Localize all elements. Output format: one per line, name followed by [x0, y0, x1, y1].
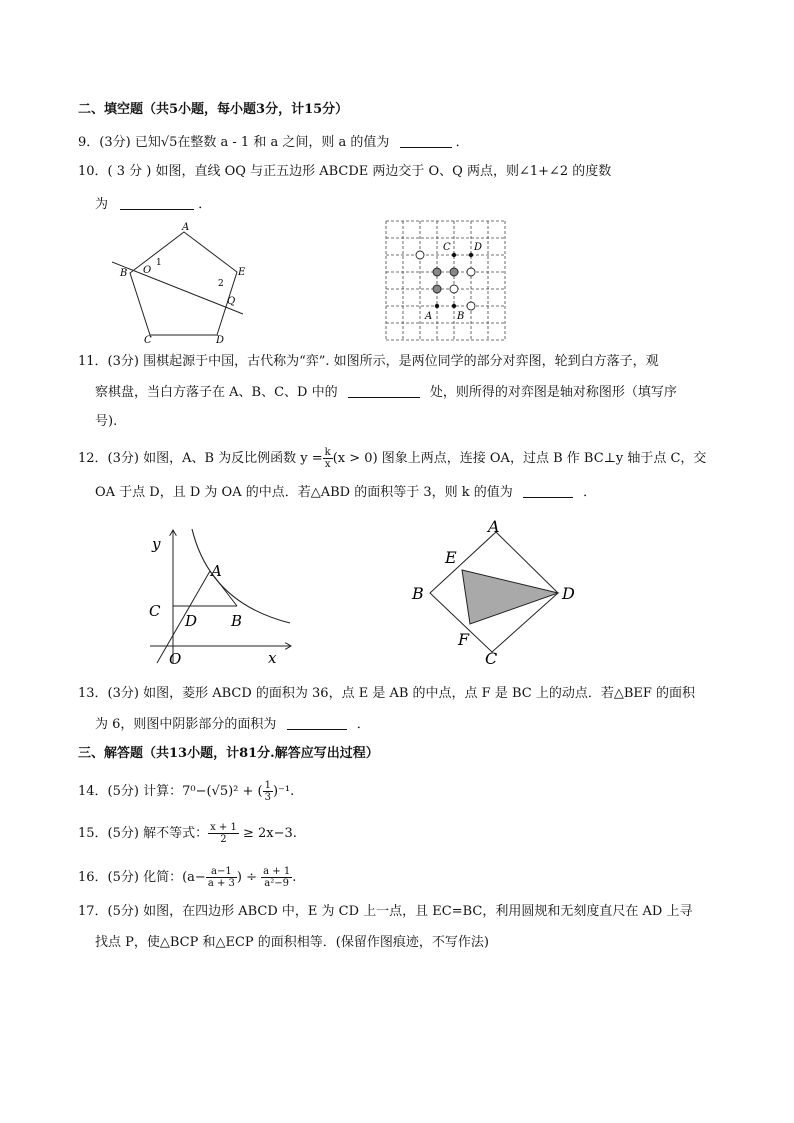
question-17-line2: 找点 P，使△BCP 和△ECP 的面积相等．(保留作图痕迹，不写作法): [95, 935, 489, 950]
section-3-heading: 三、解答题（共13小题，计81分.解答应写出过程）: [78, 746, 379, 761]
question-10-line1: 10．( 3 分 ) 如图，直线 OQ 与正五边形 ABCDE 两边交于 O、Q 两点，则∠1+∠2 的度数: [78, 164, 612, 179]
go-board-figure: [383, 218, 509, 344]
label-o: O: [143, 265, 152, 276]
shaded-triangle: [462, 570, 558, 624]
label-b: B: [412, 584, 424, 603]
board-grid: [386, 221, 506, 340]
question-12-line1: 12．(3分) 如图，A、B 为反比例函数 y = $\frac{k}{x}$ (x > 0) 图象上两点，连接 OA，过点 B 作 BC⊥y 轴于点 C，交: [78, 447, 707, 470]
label-b: B: [231, 612, 243, 630]
question-15: 15．(5分) 解不等式： $\frac{x + 1}{2}$ ≥ 2x−3.: [78, 822, 297, 845]
label-c: C: [485, 649, 498, 668]
label-y: y: [152, 535, 161, 553]
point-b-dot: [452, 304, 456, 308]
rhombus-figure: [400, 512, 590, 670]
point-c-dot: [452, 253, 456, 257]
fraction-a-minus-1: $\frac{a-1}{a + 3}$: [207, 866, 235, 889]
label-q: Q: [227, 296, 236, 307]
gray-stone: [433, 285, 441, 293]
label-d: D: [185, 612, 198, 630]
angle-2-label: 2: [218, 279, 224, 289]
inverse-function-graph: [140, 523, 300, 669]
label-o: O: [169, 650, 182, 668]
answer-blank: [348, 383, 420, 398]
question-10-line2: 为 ．: [95, 197, 212, 212]
label-c: C: [149, 602, 161, 620]
answer-blank: [120, 195, 194, 210]
label-a: A: [182, 222, 190, 233]
question-9-text: 9．(3分) 已知√5在整数 a - 1 和 a 之间，则 a 的值为: [78, 135, 390, 150]
label-d: D: [474, 242, 483, 253]
question-17-line1: 17．(5分) 如图，在四边形 ABCD 中，E 为 CD 上一点，且 EC=BC，利用圆规和无刻度直尺在 AD 上寻: [78, 904, 693, 919]
label-a: A: [488, 517, 500, 536]
question-16: 16．(5分) 化简：(a− $\frac{a-1}{a + 3}$ ) ÷ $\frac{a + 1}{\text{a²−9}}$ .: [78, 866, 297, 889]
question-11-line2: 察棋盘，当白方落子在 A、B、C、D 中的 处，则所得的对弈图是轴对称图形（填写序: [95, 385, 677, 400]
label-b: B: [457, 311, 465, 322]
question-13-line1: 13．(3分) 如图，菱形 ABCD 的面积为 36，点 E 是 AB 的中点，点 F 是 BC 上的动点．若△BEF 的面积: [78, 686, 696, 701]
question-9: 9．(3分) 已知√5在整数 a - 1 和 a 之间，则 a 的值为 ．: [78, 135, 469, 150]
white-stone: [467, 268, 475, 276]
fraction-a-plus-1: $\frac{a + 1}{\text{a²−9}}$: [263, 866, 291, 889]
fraction-x-plus-1-over-2: $\frac{x + 1}{2}$: [210, 822, 237, 845]
question-12-line2: OA 于点 D，且 D 为 OA 的中点．若△ABD 的面积等于 3，则 k 的值为 ．: [95, 485, 597, 500]
gray-stone: [433, 268, 441, 276]
white-stone: [450, 285, 458, 293]
question-13-line2: 为 6，则图中阴影部分的面积为 ．: [95, 717, 370, 732]
label-d: D: [562, 584, 575, 603]
white-stone: [416, 251, 424, 259]
gray-stone: [450, 268, 458, 276]
question-14: 14．(5分) 计算：7⁰−(√5)² + ( $\frac{1}{3}$ )⁻¹.: [78, 780, 295, 803]
label-f: F: [458, 630, 470, 649]
white-stone: [467, 302, 475, 310]
section-2-heading: 二、填空题（共5小题，每小题3分，计15分）: [78, 102, 349, 117]
point-d-dot: [469, 253, 473, 257]
line-oa: [157, 571, 210, 663]
label-a: A: [425, 311, 433, 322]
label-e: E: [238, 267, 246, 278]
label-d: D: [216, 335, 225, 344]
label-x: x: [268, 649, 277, 667]
label-b: B: [120, 268, 128, 279]
angle-1-label: 1: [156, 258, 162, 268]
label-a: A: [211, 562, 222, 580]
fraction-one-third: $\frac{1}{3}$: [264, 780, 271, 803]
answer-blank: [400, 133, 452, 148]
answer-blank: [287, 715, 347, 730]
question-11-line1: 11．(3分) 围棋起源于中国，古代称为“弈”. 如图所示，是两位同学的部分对弈图，轮到白方落子，观: [78, 354, 659, 369]
label-c: C: [144, 335, 152, 344]
point-a-dot: [435, 304, 439, 308]
pentagon-figure: [112, 218, 257, 344]
question-11-line3: 号).: [95, 414, 118, 429]
label-c: C: [443, 242, 451, 253]
fraction-k-over-x: $\frac{k}{x}$: [324, 447, 331, 470]
label-e: E: [445, 548, 457, 567]
answer-blank: [523, 483, 573, 498]
